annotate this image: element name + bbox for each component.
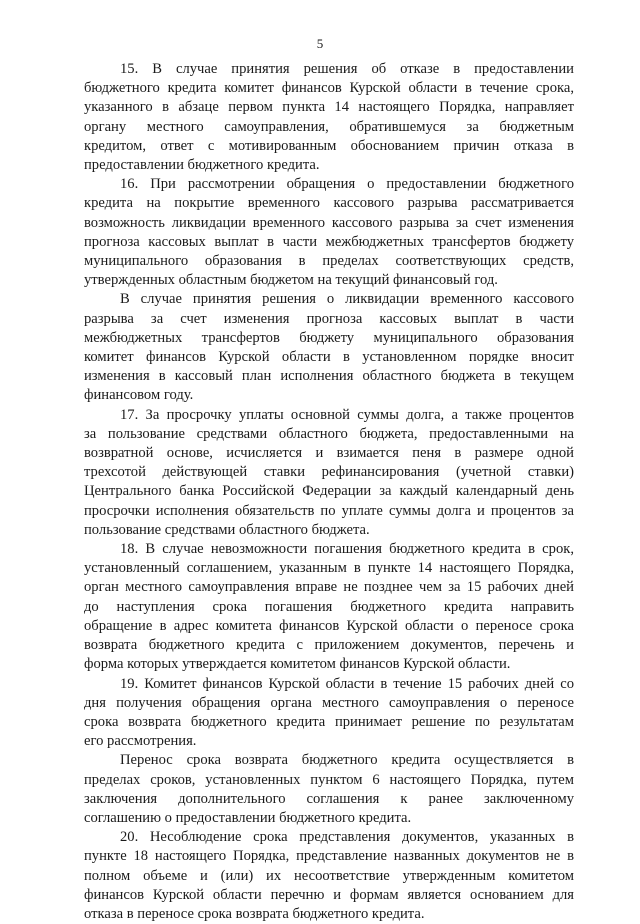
text-line: утвержденных областным бюджетом на текущий финансовый год. <box>84 272 498 289</box>
text-line: Центрального банка Российской Федерации за каждый календарный день <box>84 483 574 500</box>
text-line: 17. За просрочку уплаты основной суммы долга, а также процентов <box>120 406 574 423</box>
text-line: межбюджетных трансфертов бюджету муниципального образования <box>84 329 574 346</box>
text-line: до наступления срока погашения бюджетного кредита направить <box>84 598 574 615</box>
text-line: трехсотой действующей ставки рефинансирования (учетной ставки) <box>84 464 574 481</box>
text-line: прогноза кассовых выплат в части межбюджетных трансфертов бюджету <box>84 233 574 250</box>
text-line: 18. В случае невозможности погашения бюджетного кредита в срок, <box>120 541 574 558</box>
text-line: 16. При рассмотрении обращения о предоставлении бюджетного <box>120 176 574 193</box>
page-number: 5 <box>316 36 324 51</box>
text-line: муниципального образования в пределах соответствующих средств, <box>84 253 574 270</box>
paragraph <box>84 175 574 290</box>
text-line: указанного в абзаце первом пункта 14 настоящего Порядка, направляет <box>84 99 574 116</box>
text-line: за пользование средствами областного бюджета, предоставленными на <box>84 425 574 442</box>
text-line: обращение в адрес комитета финансов Курской области о переносе срока <box>84 617 574 634</box>
text-line: органу местного самоуправления, обратившемуся за бюджетным <box>84 118 574 135</box>
text-line: пределах сроков, установленных пунктом 6 настоящего Порядка, путем <box>84 771 574 788</box>
text-line: разрыва за счет изменения прогноза кассовых выплат в части <box>84 310 574 327</box>
text-line: 19. Комитет финансов Курской области в течение 15 рабочих дней со <box>120 675 574 692</box>
text-line: отказа в переносе срока возврата бюджетного кредита. <box>84 905 425 922</box>
text-line: В случае принятия решения о ликвидации временного кассового <box>120 291 574 308</box>
text-line: бюджетного кредита комитет финансов Курской области в течение срока, <box>84 80 574 97</box>
text-line: Перенос срока возврата бюджетного кредита осуществляется в <box>120 752 574 769</box>
text-line: форма которых утверждается комитетом финансов Курской области. <box>84 656 511 673</box>
text-line: 20. Несоблюдение срока представления документов, указанных в <box>120 829 574 846</box>
text-line: пользование средствами областного бюджета. <box>84 521 370 538</box>
document-body <box>84 60 574 924</box>
text-line: заключения дополнительного соглашения к ранее заключенному <box>84 790 574 807</box>
text-line: срока возврата бюджетного кредита принимает решение по результатам <box>84 713 574 730</box>
text-line: просрочки исполнения обязательств по уплате суммы долга и процентов за <box>84 502 574 519</box>
text-line: кредитом, ответ с мотивированным обоснованием причин отказа в <box>84 137 574 154</box>
text-line: орган местного самоуправления вправе не позднее чем за 15 рабочих дней <box>84 579 574 596</box>
text-line: возврата бюджетного кредита с приложением документов, перечень и <box>84 637 574 654</box>
text-line: кредита на покрытие временного кассового разрыва рассматривается <box>84 195 574 212</box>
text-line: изменения в кассовый план исполнения областного бюджета в текущем <box>84 368 574 385</box>
text-line: пункте 18 настоящего Порядка, представление названных документов не в <box>84 848 574 865</box>
paragraph <box>84 60 574 175</box>
text-line: полном объеме и (или) их несоответствие утвержденным комитетом <box>84 867 574 884</box>
paragraph <box>84 406 574 540</box>
paragraph <box>84 828 574 924</box>
text-line: комитет финансов Курской области в установленном порядке вносит <box>84 349 574 366</box>
text-line: предоставлении бюджетного кредита. <box>84 157 320 174</box>
paragraph <box>84 540 574 674</box>
text-line: установленный соглашением, указанным в пункте 14 настоящего Порядка, <box>84 560 574 577</box>
text-line: финансовом году. <box>84 387 194 404</box>
text-line: дня получения обращения органа местного самоуправления о переносе <box>84 694 574 711</box>
paragraph <box>84 675 574 752</box>
paragraph <box>84 290 574 405</box>
text-line: соглашению о предоставлении бюджетного кредита. <box>84 809 412 826</box>
text-line: возвратной основе, исчисляется и взимается пеня в размере одной <box>84 445 574 462</box>
paragraph <box>84 751 574 828</box>
text-line: возможность ликвидации временного кассового разрыва за счет изменения <box>84 214 574 231</box>
text-line: его рассмотрения. <box>84 733 197 750</box>
text-line: 15. В случае принятия решения об отказе в предоставлении <box>120 61 574 77</box>
text-line: финансов Курской области перечню и формам является основанием для <box>84 886 574 903</box>
